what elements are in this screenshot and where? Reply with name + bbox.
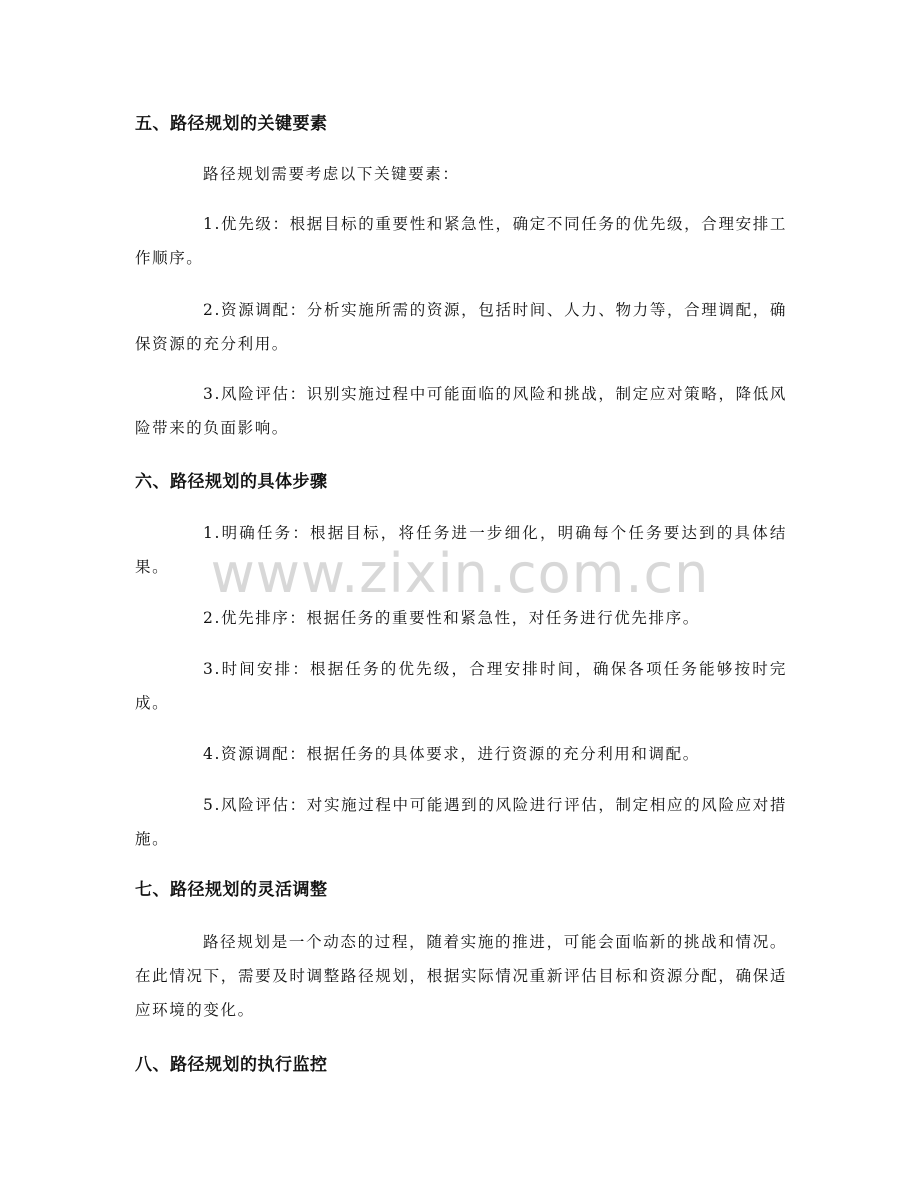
section-5-item-2: 2.资源调配：分析实施所需的资源，包括时间、人力、物力等，合理调配，确保资源的充分利用。 [135,301,787,353]
section-8-heading: 八、路径规划的执行监控 [135,1055,328,1075]
section-6-heading: 六、路径规划的具体步骤 [135,472,328,492]
section-7-body: 路径规划是一个动态的过程，随着实施的推进，可能会面临新的挑战和情况。在此情况下，需要及时调整路径规划，根据实际情况重新评估目标和资源分配，确保适应环境的变化。 [135,933,787,1019]
section-6-item-3: 3.时间安排：根据任务的优先级，合理安排时间，确保各项任务能够按时完成。 [135,660,787,712]
section-7-heading: 七、路径规划的灵活调整 [135,880,328,900]
section-5-heading: 五、路径规划的关键要素 [135,114,328,134]
section-6-item-2: 2.优先排序：根据任务的重要性和紧急性，对任务进行优先排序。 [203,609,700,627]
section-6-item-1: 1.明确任务：根据目标，将任务进一步细化，明确每个任务要达到的具体结果。 [135,524,787,576]
section-6-item-5: 5.风险评估：对实施过程中可能遇到的风险进行评估，制定相应的风险应对措施。 [135,796,787,848]
watermark: www.zixin.com.cn [210,542,710,605]
section-6-item-4: 4.资源调配：根据任务的具体要求，进行资源的充分利用和调配。 [203,745,700,763]
section-5-item-1: 1.优先级：根据目标的重要性和紧急性，确定不同任务的优先级，合理安排工作顺序。 [135,215,787,267]
section-5-item-3: 3.风险评估：识别实施过程中可能面临的风险和挑战，制定应对策略，降低风险带来的负面影响。 [135,385,787,437]
section-5-intro: 路径规划需要考虑以下关键要素： [203,165,460,183]
